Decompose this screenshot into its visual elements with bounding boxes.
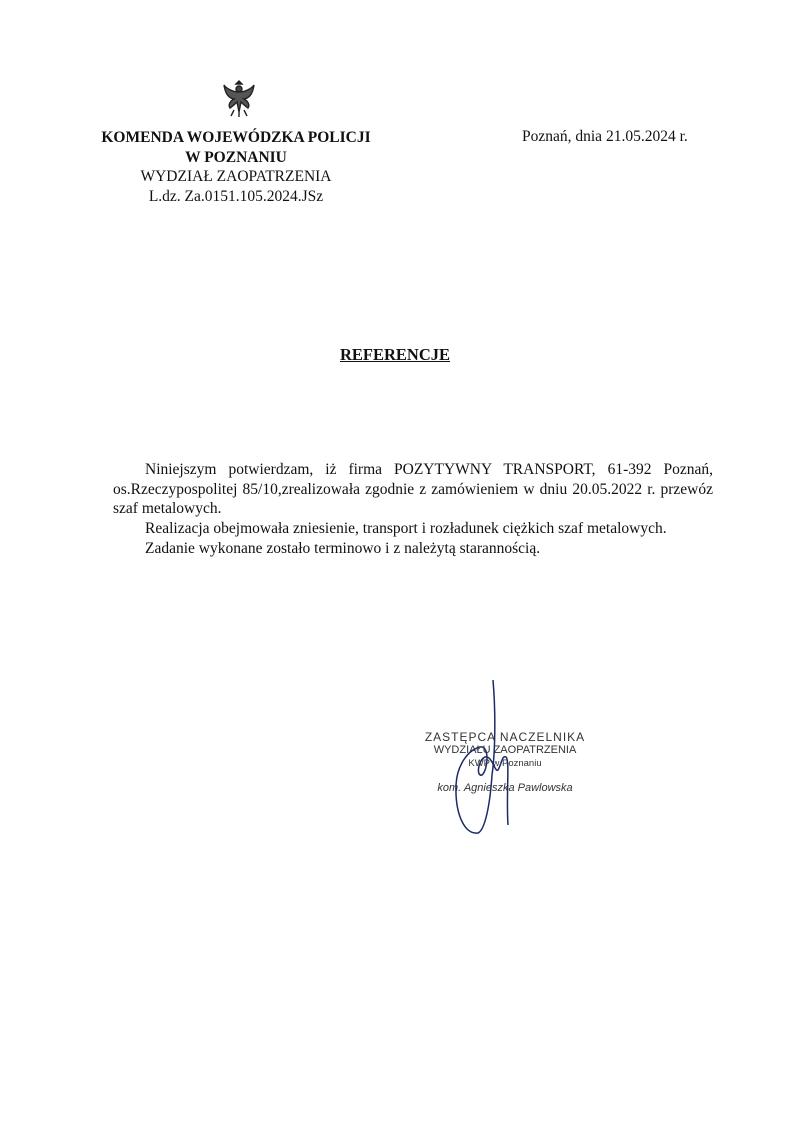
paragraph: Zadanie wykonane zostało terminowo i z należytą starannością. <box>145 539 541 557</box>
polish-eagle-emblem <box>222 80 256 118</box>
stamp-unit: KWP w Poznaniu <box>468 758 542 769</box>
document-date: Poznań, dnia 21.05.2024 r. <box>522 128 688 145</box>
paragraph: Niniejszym potwierdzam, iż firma POZYTYWNY TRANSPORT, 61-392 Poznań, os.Rzeczypospolitej 85/10,zrealizowała zgodnie z zamówieniem w dniu 20.05.2022 r. przewóz szaf metalowych. <box>113 461 713 518</box>
stamp-title: ZASTĘPCA NACZELNIKA <box>424 730 586 744</box>
header-block <box>86 128 386 206</box>
document-title: REFERENCJE <box>339 345 450 364</box>
reference-number: L.dz. Za.0151.105.2024.JSz <box>148 187 324 205</box>
org-city: W POZNANIU <box>185 148 287 166</box>
document-body <box>113 460 713 559</box>
org-name: KOMENDA WOJEWÓDZKA POLICJI <box>101 129 371 146</box>
stamp-signatory: kom. Agnieszka Pawlowska <box>437 782 573 794</box>
department: WYDZIAŁ ZAOPATRZENIA <box>140 168 332 185</box>
handwritten-signature <box>440 675 530 840</box>
stamp-department: WYDZIAŁU ZAOPATRZENIA <box>433 744 577 756</box>
paragraph: Realizacja obejmowała zniesienie, transport i rozładunek ciężkich szaf metalowych. <box>145 520 667 538</box>
